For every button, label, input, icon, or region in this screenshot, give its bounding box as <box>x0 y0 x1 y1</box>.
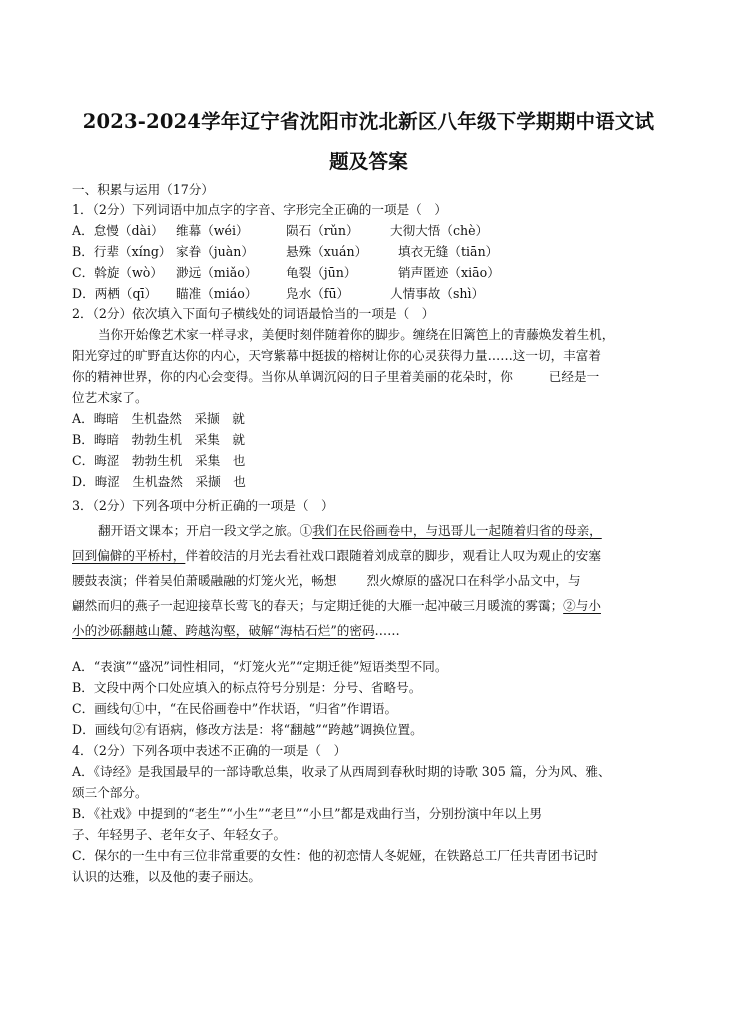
q3-passage-4 <box>72 596 601 616</box>
q1-d-2: 瞄准（miáo） <box>176 286 258 301</box>
q1-c-4: 销声匿迹（xiāo） <box>398 265 500 280</box>
q1-c-2: 渺远（miǎo） <box>176 265 258 280</box>
q1-option-b <box>72 242 498 262</box>
q1-stem: 1．（2分）下列词语中加点字的字音、字形完全正确的一项是（ ） <box>72 202 447 217</box>
q1-a-4: 大彻大悟（chè） <box>390 223 489 238</box>
q1-b-4: 填衣无缝（tiān） <box>398 244 499 259</box>
q2-passage-2: 阳光穿过的旷野直达你的内心，天穹紫幕中挺拔的榕树让你的心灵获得力量……这一切，丰富着 <box>72 348 601 363</box>
q3-passage-3 <box>72 571 581 591</box>
q2-option-b: B．晦暗 勃勃生机 采集 就 <box>72 432 245 447</box>
q1-option-c <box>72 263 500 283</box>
q2-option-c: C．晦涩 勃勃生机 采集 也 <box>72 453 246 468</box>
q1-b-2: 家眷（juàn） <box>176 244 255 259</box>
q4-option-b-line2: 子、年轻男子、老年女子、年轻女子。 <box>72 827 287 842</box>
section-heading: 一、积累与运用（17分） <box>72 182 214 197</box>
q4-option-c-line1: C．保尔的一生中有三位非常重要的女性：他的初恋情人冬妮娅，在铁路总工厂任共青团书记时 <box>72 848 598 863</box>
q2-stem: 2．（2分）依次填入下面句子横线处的词语最恰当的一项是（ ） <box>72 306 435 321</box>
q3-option-c: C．画线句①中，“在民俗画卷中”作状语，“归省”作谓语。 <box>72 701 398 716</box>
q3-passage-4a: 翩然而归的燕子一起迎接草长莺飞的春天；与定期迁徙的大雁一起冲破三月暖流的雾霭； <box>72 598 564 613</box>
q2-option-d: D．晦涩 生机盎然 采撷 也 <box>72 474 246 489</box>
q1-a-3: 陨石（rǔn） <box>286 223 359 238</box>
q3-passage-1a: 翻开语文课本；开启一段文学之旅。① <box>98 523 313 538</box>
q3-passage-2b: 伴着皎洁的月光去看社戏口跟随着刘成章的脚步，观看让人叹为观止的安塞 <box>185 548 601 563</box>
q3-underlined-1b: 回到偏僻的平桥村， <box>72 548 186 563</box>
q1-d-3: 凫水（fū） <box>286 286 350 301</box>
q1-b-3: 悬殊（xuán） <box>286 244 368 259</box>
q1-b-1: B．行辈（xíng） <box>72 244 172 259</box>
q3-option-d: D．画线句②有语病，修改方法是：将“翻越”“跨越”调换位置。 <box>72 722 423 737</box>
q3-option-b: B．文段中两个口处应填入的标点符号分别是：分号、省略号。 <box>72 680 422 695</box>
q2-passage-1: 当你开始像艺术家一样寻求，美便时刻伴随着你的脚步。缠绕在旧篱笆上的青藤焕发着生机， <box>98 327 615 342</box>
q3-stem: 3．（2分）下列各项中分析正确的一项是（ ） <box>72 498 334 513</box>
q1-a-2: 维幕（wéi） <box>176 223 249 238</box>
q4-option-b-line1: B．《社戏》中提到的“老生”“小生”“老旦”“小旦”都是戏曲行当，分别扮演中年以上男 <box>72 806 543 821</box>
q3-passage-5 <box>72 621 400 641</box>
q1-option-d <box>72 284 484 304</box>
q3-underlined-1a: 我们在民俗画卷中，与迅哥儿一起随着归省的母亲， <box>312 523 602 538</box>
q4-option-a-line1: A．《诗经》是我国最早的一部诗歌总集，收录了从西周到春秋时期的诗歌 305 篇，分为风、雅、 <box>72 764 611 779</box>
q4-stem: 4．（2分）下列各项中表述不正确的一项是（ ） <box>72 743 347 758</box>
q2-passage-4: 位艺术家了。 <box>72 390 148 405</box>
q3-passage-5b: …… <box>374 623 400 638</box>
q3-passage-3b: 烈火燎原的盛况口在科学小品文中，与 <box>366 573 581 588</box>
q2-passage-3a: 你的精神世界，你的内心会变得。当你从单调沉闷的日子里着美丽的花朵时，你 <box>72 369 513 384</box>
q2-passage-3b: 已经是一 <box>548 369 600 384</box>
q3-passage-3a: 腰鼓表演；伴着吴伯萧暖融融的灯笼火光，畅想 <box>72 573 337 588</box>
title-line-2: 题及答案 <box>329 150 408 173</box>
q2-passage-3 <box>72 367 599 387</box>
title-line-1: 2023-2024学年辽宁省沈阳市沈北新区八年级下学期期中语文试 <box>82 110 655 133</box>
q1-d-1: D．两栖（qī） <box>72 286 158 301</box>
q1-c-1: C．斡旋（wò） <box>72 265 163 280</box>
q1-c-3: 龟裂（jūn） <box>286 265 357 280</box>
q1-option-a <box>72 221 488 241</box>
q3-underlined-2b: 小的沙砾翻越山麓、跨越沟壑，破解“海枯石烂”的密码 <box>72 623 375 638</box>
q4-option-c-line2: 认识的达雅，以及他的妻子丽达。 <box>72 869 261 884</box>
q1-a-1: A．怠慢（dài） <box>72 223 164 238</box>
q3-underlined-2a: ②与小 <box>563 598 601 613</box>
q1-d-4: 人情事故（shì） <box>390 286 485 301</box>
q3-passage-1 <box>98 521 602 541</box>
q2-option-a: A．晦暗 生机盎然 采撷 就 <box>72 411 245 426</box>
q4-option-a-line2: 颂三个部分。 <box>72 785 148 800</box>
q3-passage-2 <box>72 546 601 566</box>
q3-option-a: A．“表演”“盛况”词性相同，“灯笼火光”“定期迁徙”短语类型不同。 <box>72 659 448 674</box>
